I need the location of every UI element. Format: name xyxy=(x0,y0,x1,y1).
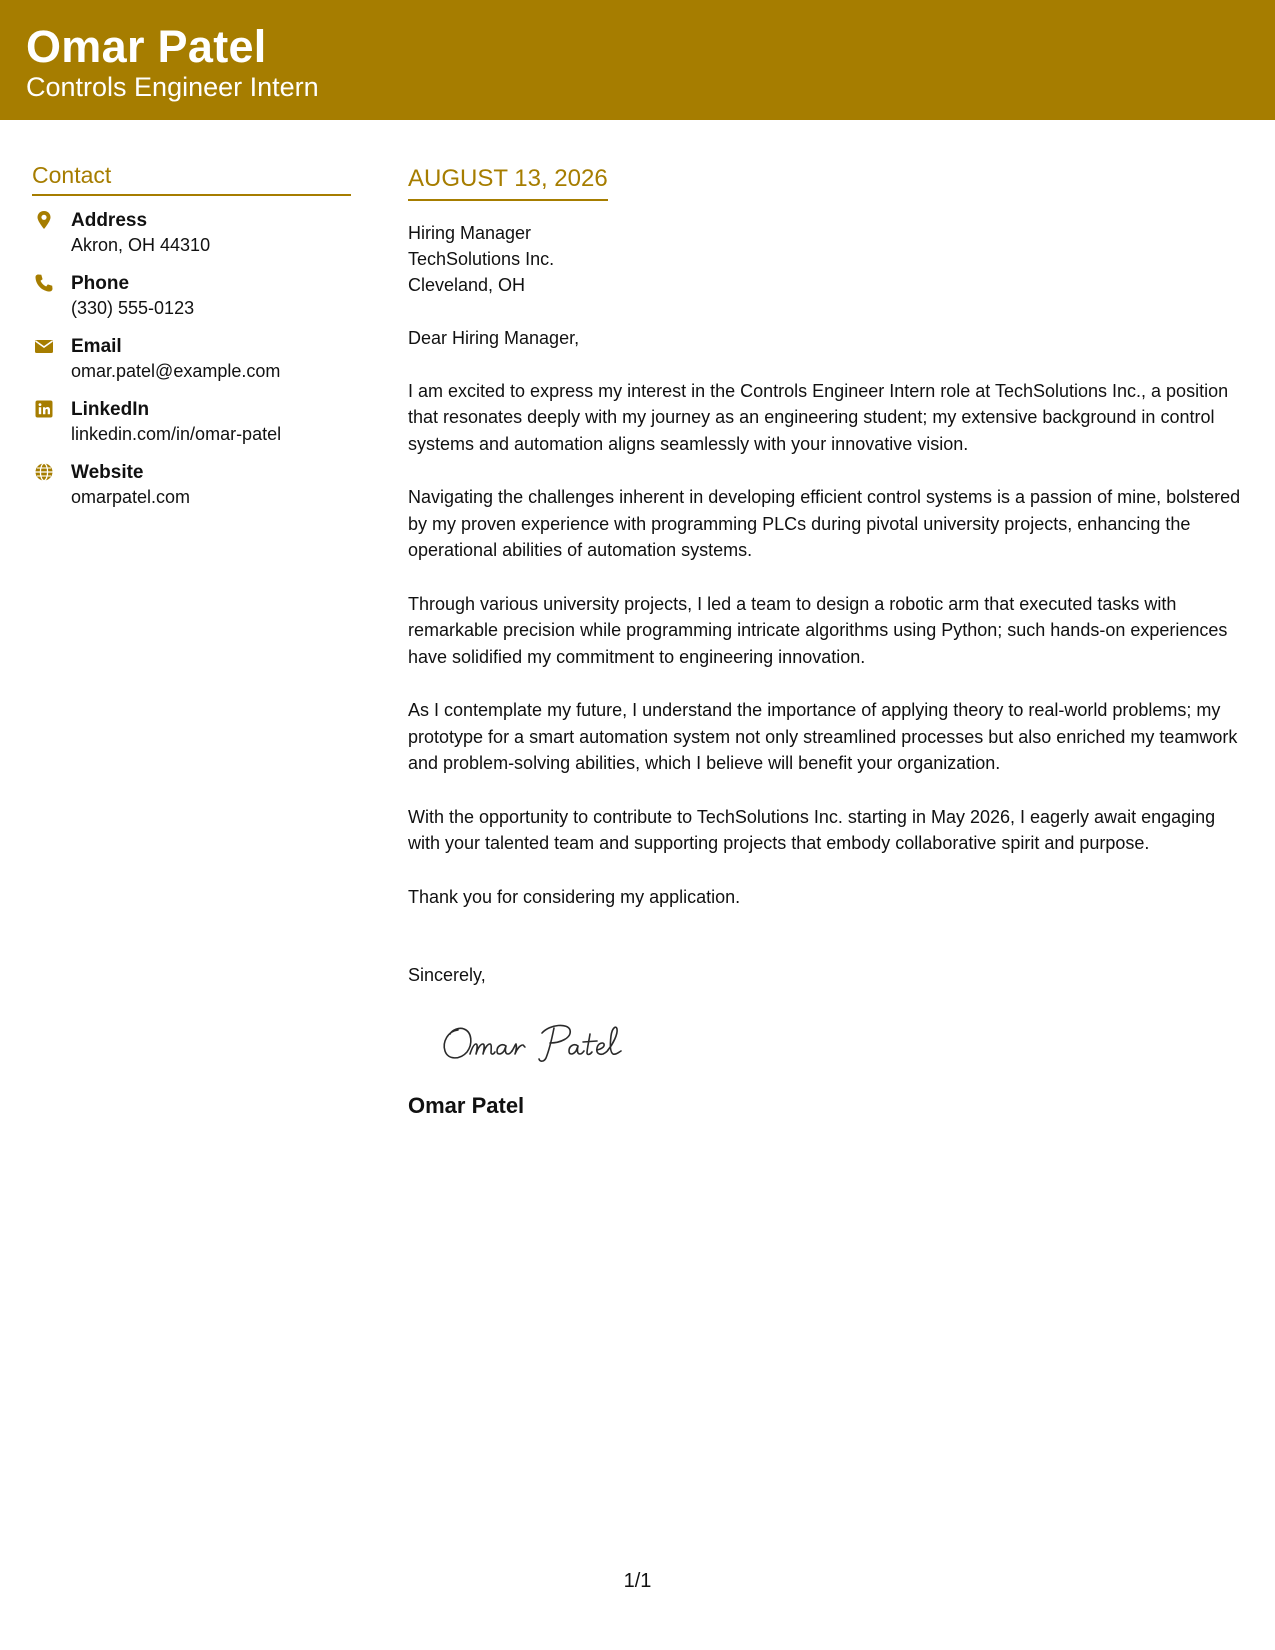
contact-label: Phone xyxy=(71,272,130,294)
contact-section-title: Contact xyxy=(32,162,351,196)
letter-paragraph: As I contemplate my future, I understand the importance of applying theory to real-world problems; my prototype for a smart automation system not only streamlined processes but also enriched my teamwork and problem-solving abilities, which I believe will benefit your organization. xyxy=(408,700,1238,774)
contact-label: Address xyxy=(71,209,148,231)
letter-paragraph: Through various university projects, I led a team to design a robotic arm that executed tasks with remarkable precision while programming intricate algorithms using Python; such hands-on experiences have solidified my commitment to engineering innovation. xyxy=(408,593,1228,667)
phone-icon xyxy=(34,273,54,293)
letter-paragraph: I am excited to express my interest in the Controls Engineer Intern role at TechSolutions Inc., a position that resonates deeply with my journey as an engineering student; my extensive background in control systems and automation aligns seamlessly with your innovative vision. xyxy=(408,380,1229,454)
contact-item-linkedin xyxy=(32,398,351,461)
salutation: Dear Hiring Manager, xyxy=(408,327,580,348)
letter-paragraph: Navigating the challenges inherent in developing efficient control systems is a passion of mine, bolstered by my proven experience with programming PLCs during pivotal university projects, enhancing the operational abilities of automation systems. xyxy=(408,487,1241,561)
contact-item-website xyxy=(32,461,351,524)
contact-value[interactable]: linkedin.com/in/omar-patel xyxy=(71,423,282,444)
contact-item-email xyxy=(32,335,351,398)
map-pin-icon xyxy=(34,210,54,230)
contact-value[interactable]: omar.patel@example.com xyxy=(71,360,281,381)
applicant-title: Controls Engineer Intern xyxy=(26,72,319,102)
recipient-location: Cleveland, OH xyxy=(408,274,526,295)
applicant-name: Omar Patel xyxy=(26,21,267,72)
recipient-block xyxy=(408,220,1248,298)
contact-sidebar xyxy=(32,162,351,524)
contact-value: (330) 555-0123 xyxy=(71,297,195,318)
signer-name: Omar Patel xyxy=(408,1093,525,1119)
recipient-title: Hiring Manager xyxy=(408,222,532,243)
handwritten-signature xyxy=(440,1016,650,1068)
envelope-icon xyxy=(34,336,54,356)
letter-paragraph: With the opportunity to contribute to TechSolutions Inc. starting in May 2026, I eagerly await engaging with your talented team and supporting projects that embody collaborative spirit and purpose. xyxy=(408,806,1216,854)
letter-body xyxy=(408,165,1248,1120)
contact-label: LinkedIn xyxy=(71,398,150,420)
recipient-company: TechSolutions Inc. xyxy=(408,248,555,269)
contact-item-phone xyxy=(32,272,351,335)
contact-label: Email xyxy=(71,335,122,357)
letter-date: AUGUST 13, 2026 xyxy=(408,165,608,201)
contact-label: Website xyxy=(71,461,144,483)
header-banner xyxy=(0,0,1275,120)
globe-icon xyxy=(34,462,54,482)
letter-paragraph: Thank you for considering my application. xyxy=(408,886,741,907)
contact-value: Akron, OH 44310 xyxy=(71,234,211,255)
closing: Sincerely, xyxy=(408,965,486,986)
page-number: 1/1 xyxy=(623,1570,652,1592)
contact-value[interactable]: omarpatel.com xyxy=(71,486,191,507)
contact-list xyxy=(32,209,351,524)
linkedin-icon xyxy=(34,399,54,419)
contact-item-address xyxy=(32,209,351,272)
